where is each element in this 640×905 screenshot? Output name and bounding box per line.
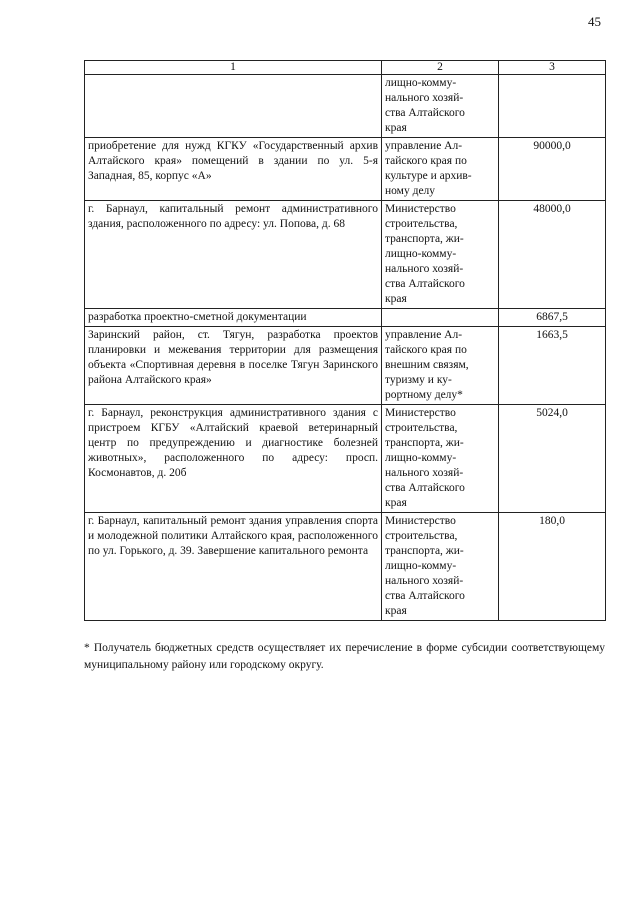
amount-cell: 180,0 [499, 513, 606, 621]
recipient-cell: управление Ал- тайского края по культуре и архив- ному делу [382, 138, 499, 201]
page-number: 45 [588, 14, 601, 29]
amount-cell: 1663,5 [499, 327, 606, 405]
object-cell [85, 75, 382, 138]
table-row [85, 327, 606, 405]
column-header-2: 2 [382, 61, 499, 75]
object-cell: приобретение для нужд КГКУ «Государственный архив Алтайского края» помещений в здании по ул. 5-я Западная, 85, корпус «А» [85, 138, 382, 201]
table-header-row [85, 61, 606, 75]
column-header-1: 1 [85, 61, 382, 75]
table-row [85, 513, 606, 621]
object-cell: г. Барнаул, капитальный ремонт здания управления спорта и молодежной политики Алтайского края, расположенного по ул. Горького, д. 39. Завершение капитального ремонта [85, 513, 382, 621]
amount-cell [499, 75, 606, 138]
recipient-cell: управление Ал- тайского края по внешним связям, туризму и ку- рортному делу* [382, 327, 499, 405]
column-header-3: 3 [499, 61, 606, 75]
table-row [85, 309, 606, 327]
table-row [85, 405, 606, 513]
budget-table [84, 60, 606, 621]
recipient-cell: Министерство строительства, транспорта, жи- лищно-комму- нального хозяй- ства Алтайского края [382, 201, 499, 309]
table-row [85, 75, 606, 138]
object-cell: Заринский район, ст. Тягун, разработка проектов планировки и межевания территории для размещения объекта «Спортивная деревня в поселке Тягун Заринского района Алтайского края» [85, 327, 382, 405]
recipient-cell: Министерство строительства, транспорта, жи- лищно-комму- нального хозяй- ства Алтайского края [382, 405, 499, 513]
amount-cell: 6867,5 [499, 309, 606, 327]
amount-cell: 90000,0 [499, 138, 606, 201]
amount-cell: 5024,0 [499, 405, 606, 513]
amount-cell: 48000,0 [499, 201, 606, 309]
recipient-cell [382, 309, 499, 327]
recipient-cell: Министерство строительства, транспорта, жи- лищно-комму- нального хозяй- ства Алтайского края [382, 513, 499, 621]
recipient-cell: лищно-комму- нального хозяй- ства Алтайского края [382, 75, 499, 138]
footnote: * Получатель бюджетных средств осуществляет их перечисление в форме субсидии соответствующему муниципальному району или городскому округу. [84, 642, 605, 671]
table-row [85, 201, 606, 309]
object-cell: разработка проектно-сметной документации [85, 309, 382, 327]
table-row [85, 138, 606, 201]
object-cell: г. Барнаул, реконструкция административного здания с пристроем КГБУ «Алтайский краевой ветеринарный центр по предупреждению и диагностике болезней животных», расположенного по адресу: просп. Космонавтов, д. 20б [85, 405, 382, 513]
object-cell: г. Барнаул, капитальный ремонт административного здания, расположенного по адресу: ул. Попова, д. 68 [85, 201, 382, 309]
